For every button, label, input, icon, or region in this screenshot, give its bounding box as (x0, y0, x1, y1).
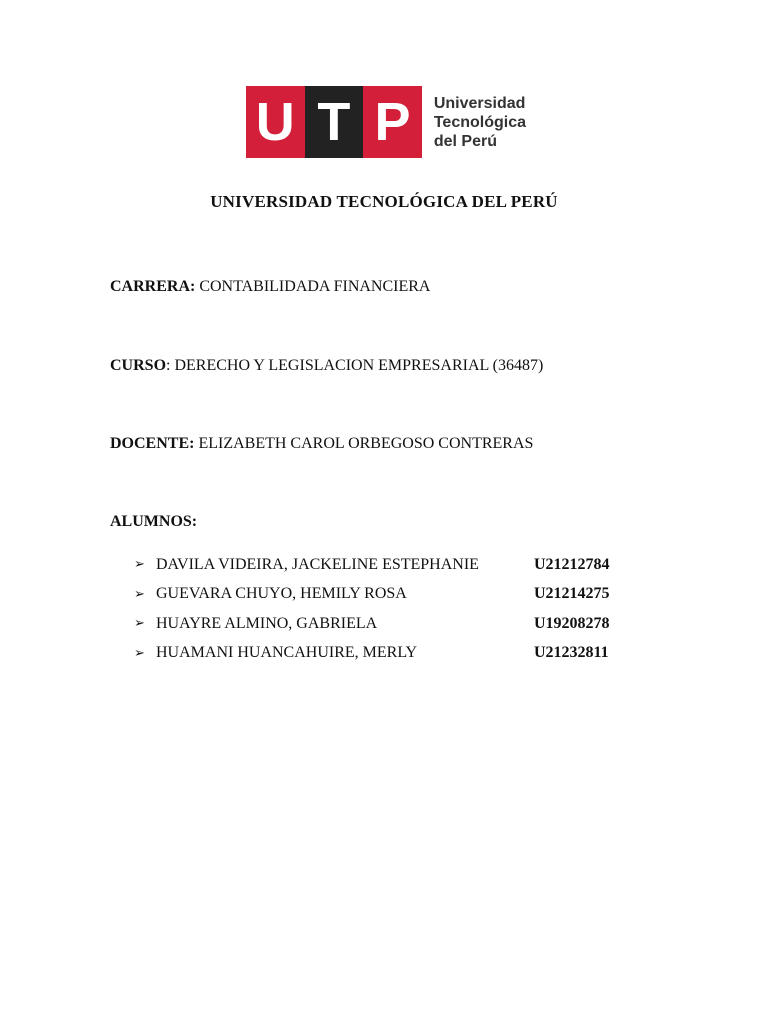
list-item (134, 580, 654, 610)
student-name: DAVILA VIDEIRA, JACKELINE ESTEPHANIE (156, 555, 479, 573)
logo-letter-u: U (246, 86, 305, 158)
docente-value: ELIZABETH CAROL ORBEGOSO CONTRERAS (194, 435, 534, 452)
logo-wordmark-line: Tecnológica (433, 113, 526, 131)
carrera-value: CONTABILIDADA FINANCIERA (195, 278, 431, 295)
student-name: HUAMANI HUANCAHUIRE, MERLY (156, 644, 418, 662)
alumnos-label: ALUMNOS: (110, 513, 198, 530)
student-code: U21232811 (534, 644, 609, 662)
list-item (134, 639, 654, 669)
student-code: U21214275 (534, 585, 610, 603)
student-code: U19208278 (534, 614, 610, 632)
curso-label: CURSO (110, 357, 167, 374)
curso-field (110, 357, 543, 375)
arrowhead-bullet-icon: ➢ (134, 616, 145, 632)
logo-letter-p: P (363, 86, 422, 158)
carrera-field (110, 278, 430, 296)
utp-logo (246, 86, 526, 158)
arrowhead-bullet-icon: ➢ (134, 557, 145, 573)
student-code: U21212784 (534, 555, 610, 573)
student-name: HUAYRE ALMINO, GABRIELA (156, 614, 378, 632)
list-item (134, 550, 654, 580)
carrera-label: CARRERA: (110, 278, 196, 295)
arrowhead-bullet-icon: ➢ (134, 645, 145, 661)
docente-field (110, 435, 533, 453)
docente-label: DOCENTE: (110, 435, 195, 452)
curso-value: : DERECHO Y LEGISLACION EMPRESARIAL (36487) (166, 357, 544, 374)
logo-wordmark (434, 86, 526, 158)
logo-wordmark-line: Universidad (433, 94, 526, 112)
logo-letter-t: T (305, 86, 364, 158)
students-list (134, 550, 654, 668)
arrowhead-bullet-icon: ➢ (134, 586, 145, 602)
logo-wordmark-line: del Perú (433, 132, 497, 150)
document-title: UNIVERSIDAD TECNOLÓGICA DEL PERÚ (210, 192, 558, 211)
student-name: GUEVARA CHUYO, HEMILY ROSA (156, 585, 407, 603)
list-item (134, 609, 654, 639)
